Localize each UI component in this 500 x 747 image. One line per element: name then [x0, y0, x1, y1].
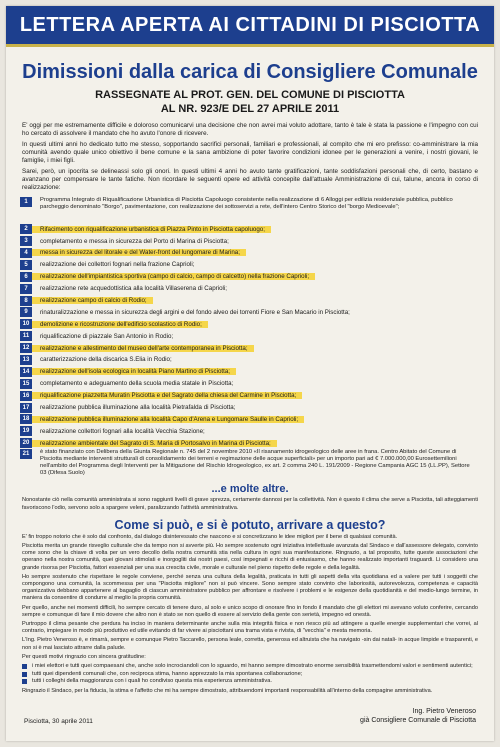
item-number-badge: 15 [20, 379, 32, 389]
list-item-text: messa in sicurezza del litorale e del Water-front del lungomare di Marina; [32, 249, 246, 256]
intro-paragraph: In questi ultimi anni ho dedicato tutto me stesso, sopportando sacrifici personali, familiari e professionali, al compito che mi ero prefisso: co-amministrare la mia comunità avendo quale unico obiettivo il bene comune e la sana ambizione di poter favorire condizioni idonee per le generazioni a venire, i nostri giovani, le famiglie, i miei figli. [22, 141, 478, 164]
body-paragraph: E' fin troppo notorio che è solo dal confronto, dal dialogo disinteressato che nascono e si concretizzano le idee migliori per il bene di qualsiasi comunità. [22, 533, 398, 540]
poster [6, 6, 494, 741]
closing-text: Ringrazio il Sindaco, per la fiducia, la stima e l'affetto che mi ha sempre dimostrato, attribuendomi importanti responsabilità all'interno della compagine amministrativa. [22, 687, 433, 694]
list-item-text: realizzazione dell'impiantistica sportiva (campo di calcio, campo di calcetto) nella frazione Caprioli; [32, 273, 315, 280]
body-paragraph: Per quello, anche nei momenti difficili, ho sempre cercato di tenere duro, al solo e unico scopo di onorare fino in fondo il mandato che gli elettori mi avevano voluto conferire, cercando sempre e comunque di fare il mio dovere che altro non è stato se non quello di essere al servizio della gente con serietà, impegno ed onestà. [22, 604, 478, 618]
item-number-badge: 11 [20, 331, 32, 341]
list-item-text: caratterizzazione della discarica S.Elia in Rodio; [40, 356, 172, 364]
item-number-badge: 1 [20, 197, 32, 207]
list-item [20, 271, 480, 282]
list-item-text: realizzazione dell'isola ecologica in località Piano Martino di Pisciotta; [32, 368, 236, 375]
subtitle-line-1: RASSEGNATE AL PROT. GEN. DEL COMUNE DI PISCIOTTA [95, 89, 405, 101]
list-item-text: completamento e messa in sicurezza del Porto di Marina di Pisciotta; [40, 237, 229, 245]
list-item [22, 663, 478, 671]
item-number-badge: 10 [20, 319, 32, 329]
page-title: Dimissioni dalla carica di Consigliere Comunale [22, 61, 478, 83]
question-heading: Come si può, e si è potuto, arrivare a questo? [114, 517, 386, 532]
list-item [20, 438, 480, 449]
item-number-badge: 9 [20, 307, 32, 317]
list-item-text: realizzazione pubblica illuminazione alla località Capo d'Arena e Lungomare Saulle in Caprioli; [32, 416, 304, 423]
list-item-text: è stato finanziato con Delibera della Giunta Regionale n. 745 del 2 novembre 2010 «Il risanamento idrogeologico delle aree in frana. Centro Abitato del Comune di Pisciotta mediante interventi strutturali di consolidamento dei terreni e regimazione delle acque superficiali» per un importo pari ad € 7.000.000,00 Eurosettemilioni nell'ambito del Programma degli Interventi per la Mitigazione del Rischio Idrogeologico, ex art. 2 comma 240 L. 191/2009 - Regione Campania AGC 15 (LL.PP), Settore 03 (Difesa Suolo) [40, 449, 470, 477]
banner-title: LETTERA APERTA AI CITTADINI DI PISCIOTTA [6, 6, 494, 47]
item-number-badge: 19 [20, 426, 32, 436]
item-number-badge: 2 [20, 224, 32, 234]
subtitle [6, 88, 494, 116]
item-number-badge: 20 [20, 438, 32, 448]
list-item [20, 247, 480, 258]
body-paragraph: Purtroppo il clima pesante che perdura ha inciso in maniera determinante anche sulla mia integrità fisica e non riesco più ad attingere a quelle energie supplementari che vorrei, al contrario, impiegare in modo più produttivo ed utile evitando di far vivere ai pisciottani una trama vista e rivista, di "vecchia" e mesta memoria. [22, 621, 478, 635]
list-item [20, 319, 480, 330]
list-item [20, 331, 480, 342]
list-item-text: i miei elettori e tutti quei compaesani che, anche solo incrociandoli con lo sguardo, mi hanno sempre dimostrato enorme sensibilità trasmettendomi valori e sentimenti autentici; [32, 663, 473, 670]
list-item-text: riqualificazione piazzetta Muratin Pisciotta e del Sagrato della chiesa del Carmine in Pisciotta; [32, 392, 302, 399]
list-item [22, 671, 478, 679]
list-item-text: completamento e adeguamento della scuola media statale in Pisciotta; [40, 380, 234, 388]
body-paragraph: Per questi motivi ringrazio con sincera gratitudine: [22, 653, 146, 660]
list-item [20, 307, 480, 318]
subtitle-line-2: AL NR. 923/E DEL 27 APRILE 2011 [160, 103, 340, 115]
item-number-badge: 8 [20, 296, 32, 306]
list-item-text: tutti quei dipendenti comunali che, con reciproca stima, hanno apprezzato la mia spontanea collaborazione; [32, 670, 303, 677]
list-item-text: realizzazione dei collettori fognari nella frazione Caprioli; [40, 261, 195, 269]
list-item [20, 414, 480, 425]
list-item [20, 426, 480, 437]
list-item-text: Rifacimento con riqualificazione urbanistica di Piazza Pinto in Pisciotta capoluogo; [32, 226, 271, 233]
list-item-text: realizzazione pubblica illuminazione alla località Pietrafalda di Pisciotta; [40, 404, 236, 412]
list-item [20, 259, 480, 270]
square-bullet-icon [22, 672, 27, 677]
place-date: Pisciotta, 30 aprile 2011 [24, 718, 93, 725]
item-number-badge: 14 [20, 367, 32, 377]
list-item [20, 342, 480, 353]
item-number-badge: 6 [20, 272, 32, 282]
list-item-text: demolizione e ricostruzione dell'edificio scolastico di Rodio; [32, 321, 208, 328]
intro-paragraph: E' oggi per me estremamente difficile e doloroso comunicarvi una decisione che non avrei mai voluto adottare, tanto è tale è stata la passione e l'impegno con cui ho cercato di assolvere il mandato che ho avuto l'onore di ricevere. [22, 122, 478, 137]
item-number-badge: 3 [20, 236, 32, 246]
list-item-text: realizzazione rete acquedottistica alla località Villaserena di Caprioli; [40, 285, 227, 293]
list-item-text: realizzazione e allestimento del museo dell'arte contemporanea in Pisciotta; [32, 345, 254, 352]
intro-paragraph: Sarei, però, un ipocrita se delineassi solo gli onori. In questi ultimi 4 anni ho avuto tante gratificazioni, tante soddisfazioni personali che, di certo, bastano e avanzano per compensare le tante fatiche. Non ricordare le seguenti opere ed attività concepite dall'attuale Amministrazione di cui, talune, ancora in corso di realizzazione: [22, 168, 478, 191]
item-number-badge: 12 [20, 343, 32, 353]
list-item-text: riqualificazione di piazzale San Antonio in Rodio; [40, 332, 174, 340]
item-number-badge: 5 [20, 260, 32, 270]
list-item [20, 449, 480, 475]
item-number-badge: 7 [20, 284, 32, 294]
thanks-list [22, 663, 478, 686]
list-item [20, 354, 480, 365]
body-paragraph: L'Ing. Pietro Veneroso è, e rimarrà, sempre e comunque Pietro Taccarello, persona leale, corretta, generosa ed altruista che ha navigato -sin dai natali- in acque limpide e trasparenti, e non si è mai lasciato attrarre dalla palude. [22, 637, 478, 651]
section-heading: ...e molte altre. [211, 483, 289, 496]
list-item-text: tutti i colleghi della maggioranza con i quali ho condiviso questa mia esperienza amministrativa. [32, 678, 272, 685]
works-list [20, 197, 480, 475]
item-number-badge: 18 [20, 414, 32, 424]
signer-name: Ing. Pietro Veneroso [412, 708, 476, 715]
item-number-badge: 4 [20, 248, 32, 258]
item-number-badge: 17 [20, 403, 32, 413]
item-number-badge: 21 [20, 449, 32, 459]
square-bullet-icon [22, 679, 27, 684]
body-paragraph: Pisciotta merita un grande risveglio culturale che da tempo non si avverte più. Ho sempre sostenuto ogni iniziativa intellettuale avanzata dal Sindaco e dall'assessore delegato, convinto come sono che la chiave di volta per un vero decollo della nostra comunità stia nella cultura in ogni sua manifestazione. Ringrazio, a tal proposito, tutte queste associazioni che operano nella nostra comunità, quei giovani stimolati e inorgogliti dai nostri paesi, così impegnati e ricchi di entusiasmo, che hanno realizzato importanti traguardi. Li considero una grande risorsa per Pisciotta, fattori essenziali per una sua crescita civile, morale e culturale nel pieno rispetto delle regole e della legalità. [22, 543, 478, 571]
list-item [20, 224, 480, 235]
intro-text [6, 116, 494, 192]
section-text: Nonostante ciò nella comunità amministrata si sono raggiunti livelli di grave sprezza, certamente dannosi per la collettività. Non è questo il clima che serve a Pisciotta, tali atteggiamenti favoriscono l'odio, servono solo a spargere veleni, paralizzando l'attività amministrativa. [22, 497, 478, 511]
list-item [20, 378, 480, 389]
list-item [20, 295, 480, 306]
list-item-text: realizzazione ambientale del Sagrato di S. Maria di Portosalvo in Marina di Pisciotta; [32, 440, 277, 447]
list-item [20, 366, 480, 377]
list-item [20, 283, 480, 294]
list-item [20, 402, 480, 413]
list-item [22, 678, 478, 686]
body-paragraph: Ho sempre sostenuto che rispettare le regole conviene, perché senza una cultura della legalità, praticata in tutti gli aspetti della vita quotidiana ed a valere per tutti i soggetti che compongono una comunità, la scommessa per una "Pisciotta migliore" non si può vincere. Sono sempre stato convinto che laboriosità, autorevolezza, competenza e capacità organizzativa debbano appartenere al bagaglio di ciascun amministratore pubblico per affrontare e risolvere i problemi e le esigenze della quotidianità e del medio-lungo termine, in maniera da consentire di condurre al meglio la propria comunità. [22, 573, 478, 602]
signer-role: già Consigliere Comunale di Pisciotta [360, 717, 476, 724]
signature-block [360, 707, 476, 725]
list-item-text: realizzazione collettori fognari alla località Vecchia Stazione; [40, 427, 205, 435]
list-item [20, 197, 480, 223]
item-number-badge: 13 [20, 355, 32, 365]
list-item-text: rinaturalizzazione e messa in sicurezza degli argini e del fondo alveo dei torrenti Fiore e San Macario in Pisciotta; [40, 308, 350, 316]
item-number-badge: 16 [20, 391, 32, 401]
list-item [20, 235, 480, 246]
list-item [20, 390, 480, 401]
list-item-text: realizzazione campo di calcio di Rodio; [32, 297, 153, 304]
square-bullet-icon [22, 664, 27, 669]
list-item-text: Programma Integrato di Riqualificazione Urbanistica di Pisciotta Capoluogo consistente nella realizzazione di 6 Alloggi per edilizia residenziale pubblica, pubblico parcheggio denominato "Borgo", pavimentazione, con realizzazione dei sottoservizi a rete, dell'intero Centro Storico del "borgo Medioevale"; [40, 197, 453, 210]
body-text [6, 534, 494, 661]
